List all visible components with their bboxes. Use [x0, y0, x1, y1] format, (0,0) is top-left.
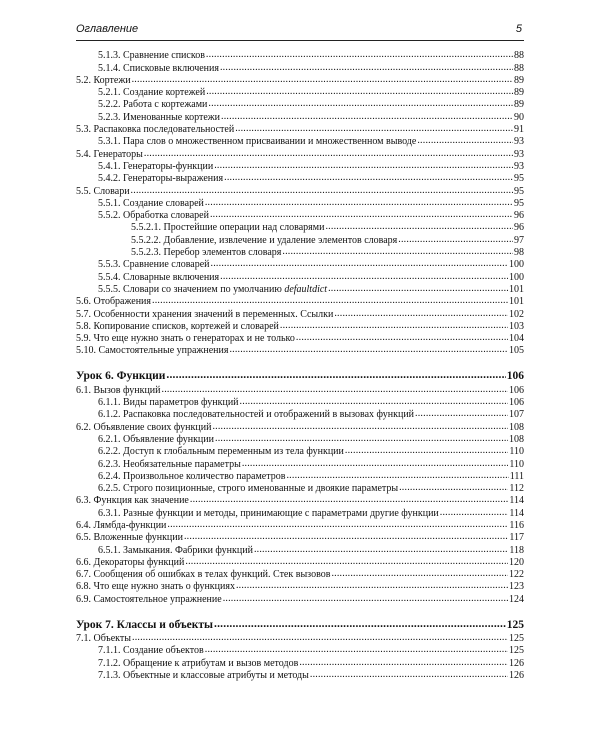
toc-entry-label: 5.1.4. Списковые включения: [98, 62, 219, 74]
toc-entry-label: 6.1. Вызов функций: [76, 384, 161, 396]
toc-entry[interactable]: [76, 210, 524, 222]
dot-leader: [185, 556, 508, 568]
toc-entry-page-number: 110: [509, 458, 524, 470]
toc-entry-label: 5.5.2.3. Перебор элементов словаря: [131, 247, 282, 259]
toc-entry[interactable]: [76, 308, 524, 320]
toc-entry-page-number: 118: [509, 544, 524, 556]
toc-entry-label: 6.1.1. Виды параметров функций: [98, 397, 239, 409]
toc-entry-label: 6.1.2. Распаковка последовательностей и отображений в вызовах функций: [98, 409, 415, 421]
toc-entry[interactable]: [76, 333, 524, 345]
dot-leader: [236, 580, 508, 592]
toc-entry-label: 5.5.2.1. Простейшие операции над словарями: [131, 222, 325, 234]
toc-entry-label: 7.1.2. Обращение к атрибутам и вызов методов: [98, 657, 299, 669]
dot-leader: [162, 384, 509, 396]
toc-entry[interactable]: [76, 409, 524, 421]
toc-entry-label: 6.2.3. Необязательные параметры: [98, 458, 241, 470]
toc-entry-label: 5.8. Копирование списков, кортежей и словарей: [76, 320, 279, 332]
dot-leader: [210, 209, 513, 221]
toc-entry-page-number: 108: [509, 421, 524, 433]
toc-entry-label: 6.9. Самостоятельное упражнение: [76, 593, 222, 605]
toc-entry-page-number: 93: [514, 136, 524, 148]
toc-entry[interactable]: [76, 124, 524, 136]
toc-entry-page-number: 101: [509, 296, 524, 308]
dot-leader: [235, 123, 513, 135]
toc-entry[interactable]: [76, 633, 524, 645]
toc-entry-page-number: 102: [509, 308, 524, 320]
toc-entry-page-number: 89: [514, 87, 524, 99]
toc-entry-page-number: 89: [514, 74, 524, 86]
toc-entry-page-number: 125: [509, 645, 524, 657]
toc-entry[interactable]: [76, 569, 524, 581]
toc-entry-page-number: 124: [509, 593, 524, 605]
toc-entry-label: 6.2.4. Произвольное количество параметров: [98, 470, 286, 482]
dot-leader: [398, 234, 513, 246]
toc-entry-label: 6.7. Сообщения об ошибках в телах функций. Стек вызовов: [76, 569, 331, 581]
toc-entry-label: 5.4.1. Генераторы-функции: [98, 160, 214, 172]
toc-entry[interactable]: [76, 483, 524, 495]
toc-entry[interactable]: [76, 520, 524, 532]
toc-entry-page-number: 125: [506, 618, 524, 631]
dot-leader: [132, 74, 513, 86]
toc-chapter-entry[interactable]: [76, 615, 524, 631]
toc-entry-page-number: 103: [509, 320, 524, 332]
toc-entry-label: 6.2.2. Доступ к глобальным переменным из тела функции: [98, 446, 344, 458]
toc-entry-label: 6.5. Вложенные функции: [76, 532, 183, 544]
toc-entry-label: 5.2.3. Именованные кортежи: [98, 111, 221, 123]
toc-entry-page-number: 95: [514, 197, 524, 209]
toc-entry[interactable]: [76, 397, 524, 409]
dot-leader: [208, 98, 513, 110]
toc-entry-label: 7.1. Объекты: [76, 633, 131, 645]
toc-entry-page-number: 100: [509, 259, 524, 271]
toc-entry[interactable]: [76, 62, 524, 74]
toc-entry[interactable]: [76, 557, 524, 569]
toc-entry-page-number: 93: [514, 160, 524, 172]
toc-entry-label: Урок 6. Функции: [76, 370, 166, 383]
toc-entry[interactable]: [76, 581, 524, 593]
toc-entry[interactable]: [76, 471, 524, 483]
dot-leader: [310, 669, 508, 681]
dot-leader: [166, 369, 505, 381]
dot-leader: [215, 433, 508, 445]
dot-leader: [242, 458, 509, 470]
toc-entry-page-number: 105: [509, 345, 524, 357]
dot-leader: [152, 295, 508, 307]
toc-entry-page-number: 101: [509, 283, 524, 295]
dot-leader: [345, 445, 508, 457]
toc-entry-label: 5.5.5. Словари со значением по умолчанию defaultdict: [98, 283, 328, 295]
toc-entry-label: 7.1.3. Объектные и классовые атрибуты и методы: [98, 669, 309, 681]
dot-leader: [331, 568, 508, 580]
dot-leader: [417, 135, 513, 147]
toc-entry[interactable]: [76, 247, 524, 259]
toc-entry-label: 5.4. Генераторы: [76, 148, 143, 160]
dot-leader: [131, 185, 513, 197]
toc-entry-page-number: 98: [514, 247, 524, 259]
toc-entry-label: 5.1.3. Сравнение списков: [98, 50, 205, 62]
toc-entry-page-number: 95: [514, 173, 524, 185]
toc-entry[interactable]: [76, 75, 524, 87]
toc-entry-label: 5.5.4. Словарные включения: [98, 271, 220, 283]
toc-entry-page-number: 96: [514, 210, 524, 222]
toc-entry[interactable]: [76, 446, 524, 458]
dot-leader: [206, 86, 513, 98]
toc-entry[interactable]: [76, 532, 524, 544]
toc-entry-label: 5.5.3. Сравнение словарей: [98, 259, 210, 271]
dot-leader: [399, 482, 508, 494]
toc-entry-label: 6.2.1. Объявление функции: [98, 433, 214, 445]
toc-entry[interactable]: [76, 670, 524, 682]
dot-leader: [254, 544, 508, 556]
toc-entry-page-number: 125: [509, 633, 524, 645]
toc-entry-page-number: 100: [509, 271, 524, 283]
header-title: Оглавление: [76, 23, 139, 35]
toc-entry[interactable]: [76, 296, 524, 308]
dot-leader: [223, 593, 508, 605]
dot-leader: [220, 271, 508, 283]
toc-entry-label: 7.1.1. Создание объектов: [98, 645, 204, 657]
toc-entry[interactable]: [76, 458, 524, 470]
dot-leader: [334, 308, 508, 320]
dot-leader: [205, 197, 513, 209]
toc-entry-page-number: 93: [514, 148, 524, 160]
toc-entry-label: 6.4. Лямбда-функции: [76, 519, 167, 531]
dot-leader: [190, 494, 508, 506]
dot-leader: [280, 320, 508, 332]
toc-entry-page-number: 95: [514, 185, 524, 197]
toc-entry-label: 6.5.1. Замыкания. Фабрики функций: [98, 544, 253, 556]
toc-entry[interactable]: [76, 434, 524, 446]
toc-chapter-entry[interactable]: [76, 366, 524, 382]
toc-entry[interactable]: [76, 161, 524, 173]
toc-entry-page-number: 107: [509, 409, 524, 421]
toc-entry[interactable]: [76, 87, 524, 99]
toc-entry-italic-term: defaultdict: [284, 283, 328, 295]
toc-entry[interactable]: [76, 421, 524, 433]
toc-entry-label: 5.3. Распаковка последовательностей: [76, 124, 235, 136]
toc-entry-page-number: 114: [509, 507, 524, 519]
toc-entry-page-number: 122: [509, 569, 524, 581]
dot-leader: [299, 657, 508, 669]
toc-entry-label: 5.2.1. Создание кортежей: [98, 87, 206, 99]
toc-entry[interactable]: [76, 495, 524, 507]
toc-entry[interactable]: [76, 111, 524, 123]
toc-entry-label: 5.5. Словари: [76, 185, 130, 197]
dot-leader: [214, 618, 506, 630]
toc-entry-page-number: 89: [514, 99, 524, 111]
toc-entry-page-number: 112: [509, 483, 524, 495]
dot-leader: [220, 62, 513, 74]
toc-entry[interactable]: [76, 284, 524, 296]
dot-leader: [144, 148, 513, 160]
toc-entry-label: 6.6. Декораторы функций: [76, 556, 185, 568]
dot-leader: [296, 332, 508, 344]
toc-entry[interactable]: [76, 198, 524, 210]
toc-entry-page-number: 88: [514, 62, 524, 74]
toc-entry[interactable]: [76, 234, 524, 246]
dot-leader: [205, 644, 508, 656]
toc-entry-page-number: 123: [509, 581, 524, 593]
toc-entry[interactable]: [76, 148, 524, 160]
toc-entry-page-number: 116: [509, 519, 524, 531]
dot-leader: [221, 111, 513, 123]
toc-entry[interactable]: [76, 321, 524, 333]
toc-entry-page-number: 114: [509, 495, 524, 507]
dot-leader: [224, 172, 513, 184]
toc-entry[interactable]: [76, 173, 524, 185]
toc-entry[interactable]: [76, 384, 524, 396]
toc-entry-label: 5.2.2. Работа с кортежами: [98, 99, 208, 111]
toc-entry-label: Урок 7. Классы и объекты: [76, 618, 214, 631]
toc-entry-page-number: 91: [514, 124, 524, 136]
running-header: [76, 22, 524, 41]
dot-leader: [167, 519, 508, 531]
toc-entry[interactable]: [76, 645, 524, 657]
header-page-number: 5: [515, 23, 522, 35]
dot-leader: [214, 160, 513, 172]
toc-entry-label: 5.9. Что еще нужно знать о генераторах и не только: [76, 333, 295, 345]
toc-entry-label: 6.2. Объявление своих функций: [76, 421, 212, 433]
dot-leader: [282, 246, 513, 258]
toc-entry-page-number: 97: [514, 234, 524, 246]
toc-entry[interactable]: [76, 222, 524, 234]
toc-entry-label: 5.3.1. Пара слов о множественном присваивании и множественном выводе: [98, 136, 417, 148]
toc-entry[interactable]: [76, 593, 524, 605]
dot-leader: [184, 531, 508, 543]
dot-leader: [229, 344, 508, 356]
toc-entry[interactable]: [76, 507, 524, 519]
dot-leader: [206, 49, 513, 61]
dot-leader: [286, 470, 508, 482]
toc-entry-label: 6.8. Что еще нужно знать о функциях: [76, 581, 235, 593]
toc-entry[interactable]: [76, 544, 524, 556]
toc-entry-page-number: 117: [509, 532, 524, 544]
toc-entry-page-number: 106: [506, 370, 524, 383]
toc-entry[interactable]: [76, 259, 524, 271]
toc-entry-page-number: 110: [509, 446, 524, 458]
dot-leader: [211, 258, 508, 270]
toc-entry-page-number: 88: [514, 50, 524, 62]
dot-leader: [440, 507, 509, 519]
dot-leader: [212, 421, 508, 433]
toc-entry-label: 5.7. Особенности хранения значений в переменных. Ссылки: [76, 308, 334, 320]
toc-entry[interactable]: [76, 99, 524, 111]
toc-entry-label: 5.5.1. Создание словарей: [98, 197, 204, 209]
toc-entry[interactable]: [76, 345, 524, 357]
toc-entry-page-number: 108: [509, 433, 524, 445]
toc-entry-label: 5.4.2. Генераторы-выражения: [98, 173, 224, 185]
dot-leader: [415, 408, 508, 420]
toc-entry-label: 6.3. Функция как значение: [76, 495, 189, 507]
toc-entry[interactable]: [76, 271, 524, 283]
toc-entry-page-number: 90: [514, 111, 524, 123]
toc-entry-page-number: 96: [514, 222, 524, 234]
toc-entry-page-number: 104: [509, 333, 524, 345]
toc-entry[interactable]: [76, 50, 524, 62]
toc-entry[interactable]: [76, 657, 524, 669]
toc-entry[interactable]: [76, 136, 524, 148]
toc-entry-label: 5.5.2. Обработка словарей: [98, 210, 209, 222]
toc-entry-label: 5.10. Самостоятельные упражнения: [76, 345, 229, 357]
toc-entry-label: 6.2.5. Строго позиционные, строго именованные и двоякие параметры: [98, 483, 399, 495]
toc-entry[interactable]: [76, 185, 524, 197]
toc-entry-page-number: 106: [509, 384, 524, 396]
toc-entry-label: 5.2. Кортежи: [76, 74, 131, 86]
toc-entry-label: 6.3.1. Разные функции и методы, принимающие с параметрами другие функции: [98, 507, 439, 519]
toc-entry-label: 5.5.2.2. Добавление, извлечение и удаление элементов словаря: [131, 234, 398, 246]
dot-leader: [325, 221, 513, 233]
table-of-contents: [76, 50, 524, 682]
toc-entry-page-number: 126: [509, 669, 524, 681]
toc-entry-page-number: 106: [509, 397, 524, 409]
dot-leader: [132, 632, 508, 644]
toc-entry-page-number: 111: [509, 470, 524, 482]
toc-entry-page-number: 126: [509, 657, 524, 669]
toc-entry-page-number: 120: [509, 556, 524, 568]
dot-leader: [328, 283, 508, 295]
toc-entry-label: 5.6. Отображения: [76, 296, 152, 308]
dot-leader: [240, 396, 508, 408]
